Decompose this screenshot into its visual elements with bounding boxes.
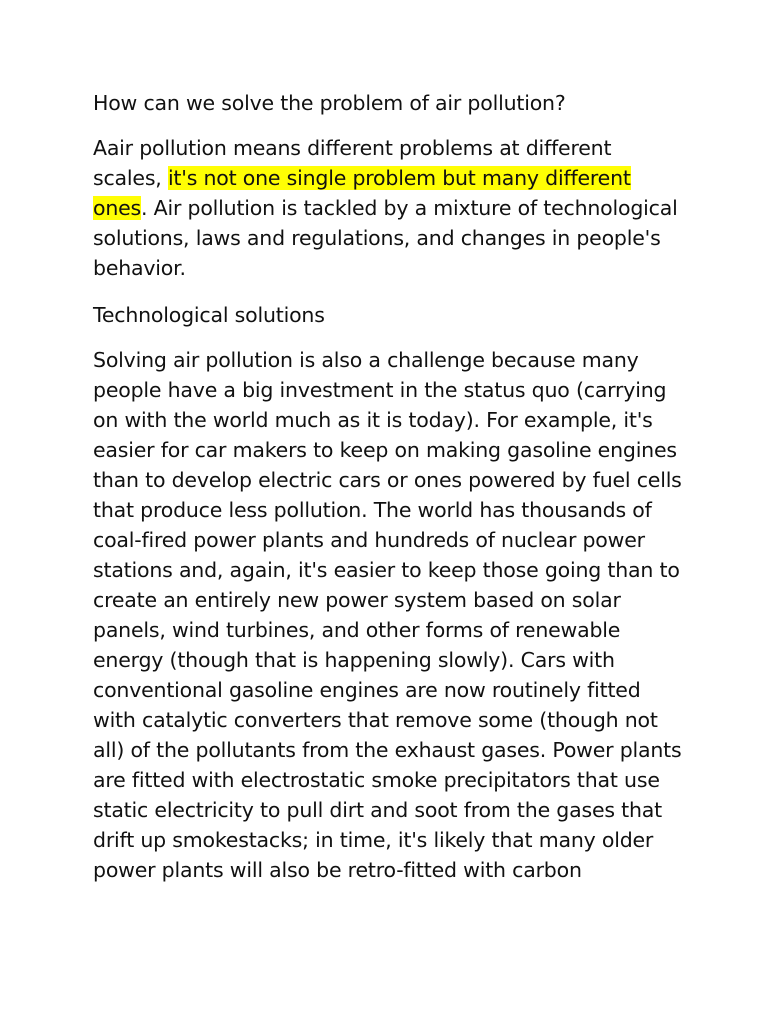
- intro-text-before: Aair pollution means different problems at different scales,: [93, 136, 612, 190]
- intro-text-after: . Air pollution is tackled by a mixture of technological solutions, laws and regulations, and changes in people's behavior.: [93, 196, 678, 280]
- highlighted-text: it's not one single problem but many different ones: [93, 166, 631, 220]
- document-content: [93, 88, 683, 902]
- body-paragraph: Solving air pollution is also a challenge because many people have a big investment in the status quo (carrying on with the world much as it is today). For example, it's easier for car makers to keep on making gasoline engines than to develop electric cars or ones powered by fuel cells that produce less pollution. The world has thousands of coal-fired power plants and hundreds of nuclear power stations and, again, it's easier to keep those going than to create an entirely new power system based on solar panels, wind turbines, and other forms of renewable energy (though that is happening slowly). Cars with conventional gasoline engines are now routinely fitted with catalytic converters that remove some (though not all) of the pollutants from the exhaust gases. Power plants are fitted with electrostatic smoke precipitators that use static electricity to pull dirt and soot from the gases that drift up smokestacks; in time, it's likely that many older power plants will also be retro-fitted with carbon: [93, 348, 682, 882]
- document-title: How can we solve the problem of air pollution?: [93, 91, 566, 115]
- section-heading: Technological solutions: [93, 303, 325, 327]
- intro-paragraph: [93, 133, 683, 283]
